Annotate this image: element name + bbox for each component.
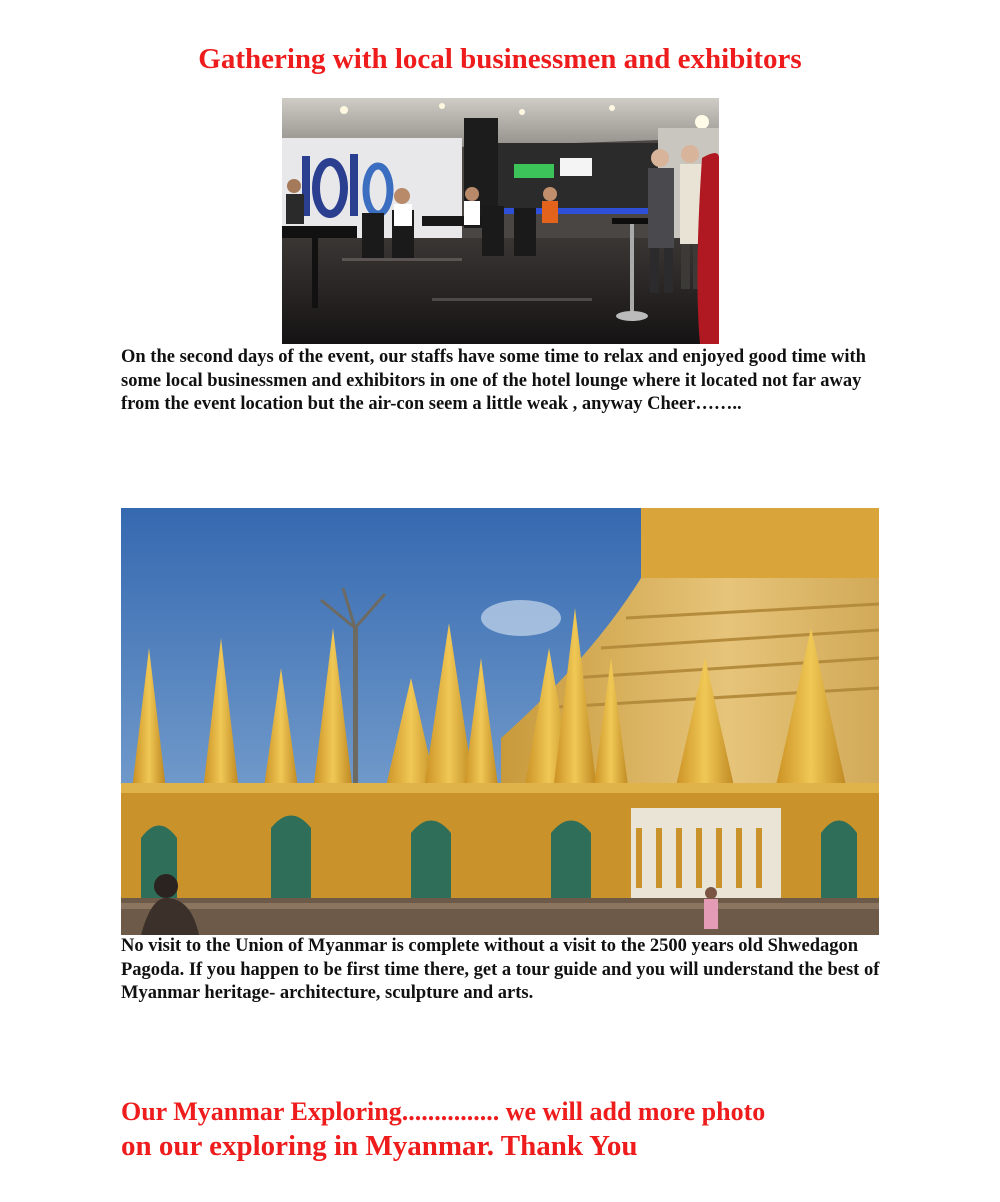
closing-line-1: Our Myanmar Exploring............... we will add more photo — [121, 1097, 766, 1126]
closing-line-2: on our exploring in Myanmar. Thank You — [121, 1130, 638, 1162]
page-title: Gathering with local businessmen and exhibitors — [198, 43, 802, 75]
pagoda-photo — [121, 508, 879, 935]
lounge-paragraph: On the second days of the event, our staffs have some time to relax and enjoyed good time with some local businessmen and exhibitors in one of the hotel lounge where it located not far away from the event location but the air-con seem a little weak , anyway Cheer…….. — [121, 347, 866, 414]
pagoda-paragraph: No visit to the Union of Myanmar is complete without a visit to the 2500 years old Shwedagon Pagoda. If you happen to be first time there, get a tour guide and you will understand the best of Myanmar heritage- architecture, sculpture and arts. — [121, 936, 880, 1003]
lounge-photo — [282, 98, 719, 344]
